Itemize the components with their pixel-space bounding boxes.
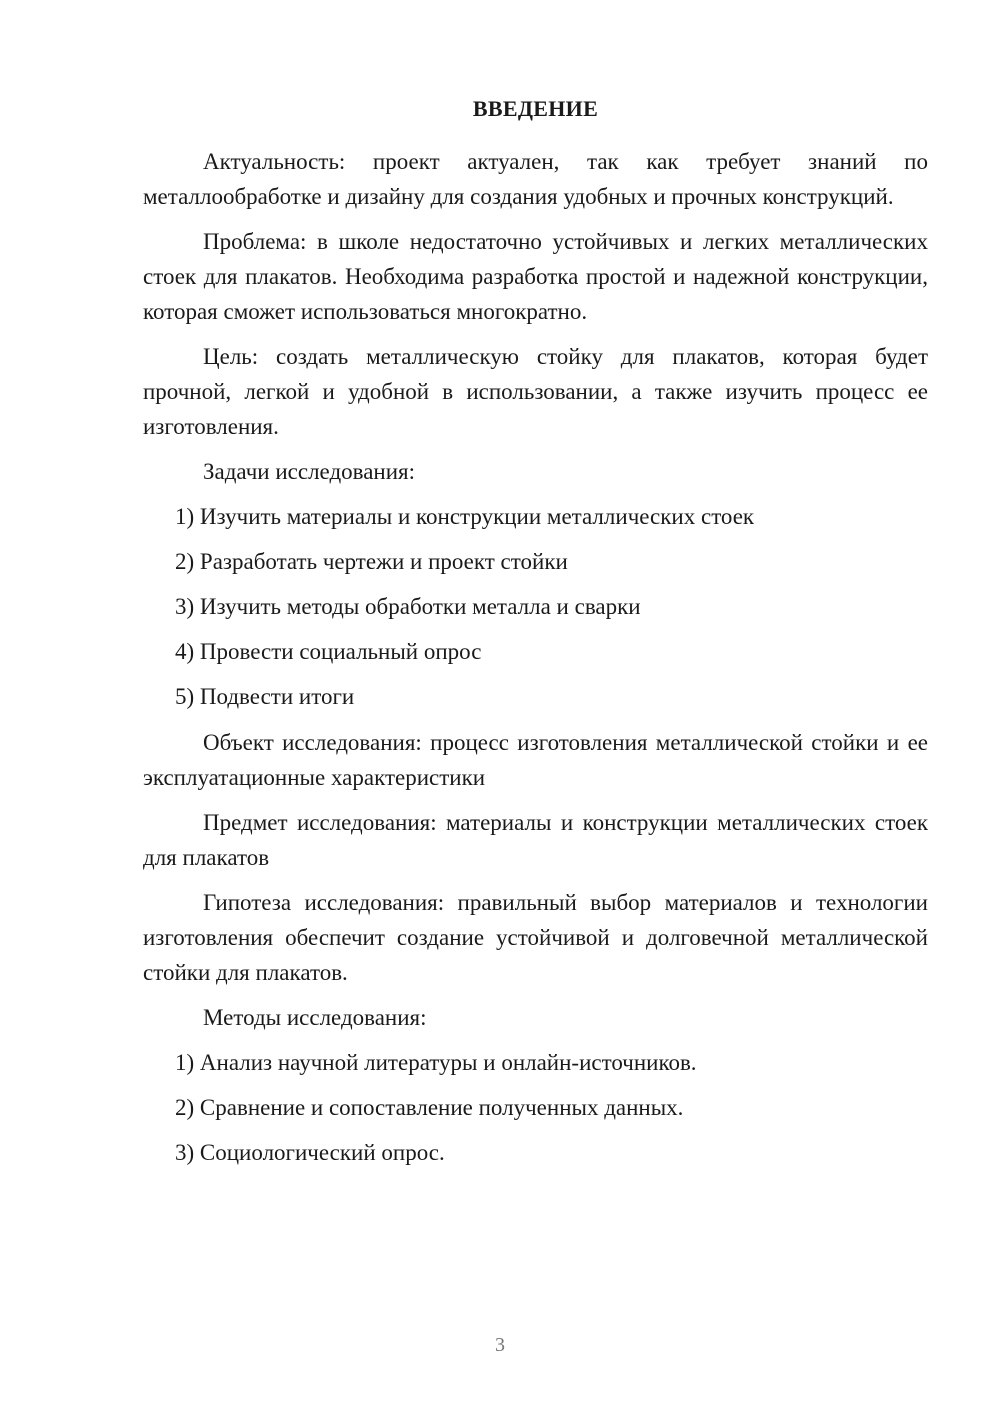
tasks-heading: Задачи исследования:	[203, 459, 416, 484]
hypothesis-paragraph: Гипотеза исследования: правильный выбор материалов и технологии изготовления обеспечит создание устойчивой и долговечной металлической стойки для плакатов.	[143, 890, 928, 985]
problem-paragraph: Проблема: в школе недостаточно устойчивых и легких металлических стоек для плакатов. Необходима разработка простой и надежной конструкции, которая сможет использоваться многократно.	[143, 229, 928, 324]
page-number: 3	[495, 1334, 505, 1356]
task-item: 2) Разработать чертежи и проект стойки	[175, 549, 568, 574]
goal-paragraph: Цель: создать металлическую стойку для плакатов, которая будет прочной, легкой и удобной в использовании, а также изучить процесс ее изготовления.	[143, 344, 928, 439]
document-title: ВВЕДЕНИЕ	[472, 96, 599, 121]
task-item: 1) Изучить материалы и конструкции металлических стоек	[175, 504, 755, 529]
relevance-paragraph: Актуальность: проект актуален, так как требует знаний по металлообработке и дизайну для создания удобных и прочных конструкций.	[143, 149, 928, 209]
task-item: 4) Провести социальный опрос	[175, 639, 482, 664]
method-item: 1) Анализ научной литературы и онлайн-источников.	[175, 1050, 697, 1075]
document-page	[143, 94, 928, 1181]
subject-paragraph: Предмет исследования: материалы и конструкции металлических стоек для плакатов	[143, 810, 928, 870]
method-item: 2) Сравнение и сопоставление полученных данных.	[175, 1095, 684, 1120]
methods-list	[143, 1045, 928, 1170]
tasks-list	[143, 499, 928, 714]
object-paragraph: Объект исследования: процесс изготовления металлической стойки и ее эксплуатационные характеристики	[143, 730, 928, 790]
method-item: 3) Социологический опрос.	[175, 1140, 445, 1165]
methods-heading: Методы исследования:	[203, 1005, 427, 1030]
task-item: 3) Изучить методы обработки металла и сварки	[175, 594, 641, 619]
task-item: 5) Подвести итоги	[175, 684, 355, 709]
